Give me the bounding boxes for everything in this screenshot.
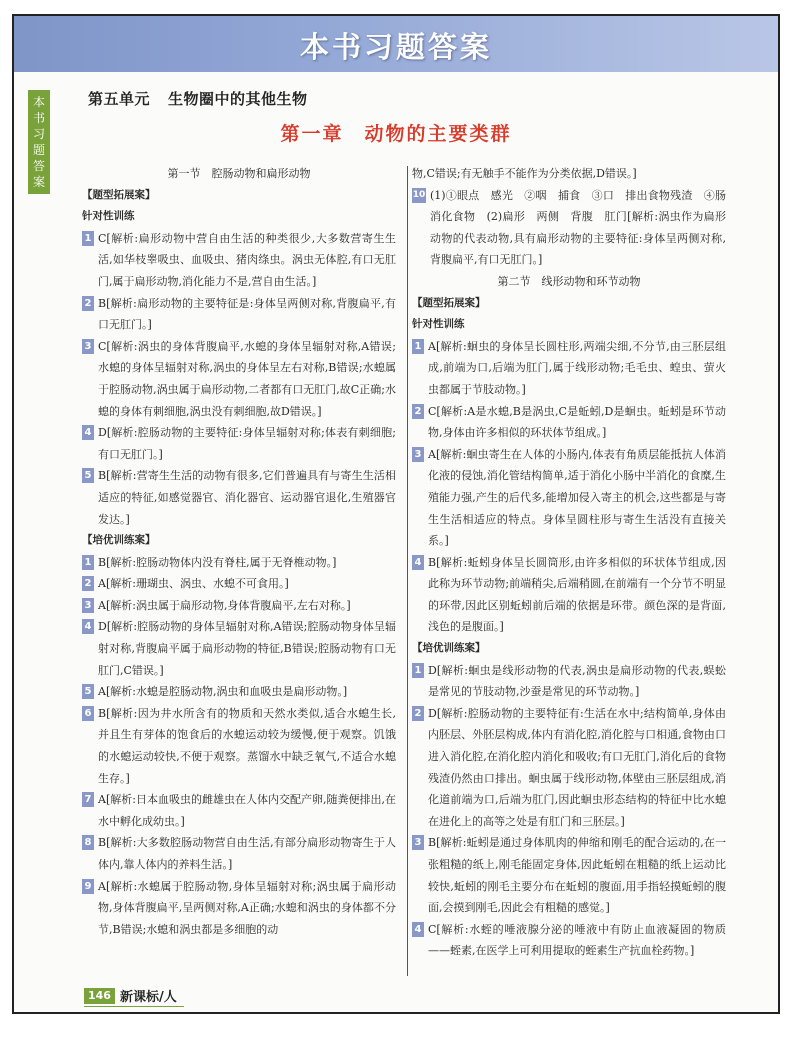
answer-number: 1 xyxy=(412,339,424,354)
answer-number: 1 xyxy=(412,663,424,678)
answer-item xyxy=(412,919,726,962)
answer-text: C[解析:涡虫的身体背腹扁平,水螅的身体呈辐射对称,A错误;水螅的身体呈辐射对称,涡虫的身体呈左右对称,B错误;水螅属于腔肠动物,涡虫属于扁形动物,二者都有口无肛门,故C正确;水螅的身体有刺细胞,涡虫没有刺细胞,故D错误。] xyxy=(98,339,396,418)
answer-item xyxy=(412,660,726,703)
answer-text: C[解析:水蛭的唾液腺分泌的唾液中有防止血液凝固的物质——蛭素,在医学上可利用提取的蛭素生产抗血栓药物。] xyxy=(428,922,726,958)
answer-item xyxy=(412,552,726,638)
series-name: 新课标/人 xyxy=(119,990,177,1005)
chapter-title: 第一章 动物的主要类群 xyxy=(280,123,512,145)
answer-item xyxy=(82,465,396,530)
footer-underline xyxy=(84,1006,184,1007)
answer-item xyxy=(412,336,726,401)
answer-page xyxy=(12,14,780,1014)
answer-number: 5 xyxy=(82,684,94,699)
continued-text: 物,C错误;有无触手不能作为分类依据,D错误。] xyxy=(412,167,637,180)
answer-item xyxy=(82,876,396,941)
expand-label: 【题型拓展案】 xyxy=(82,188,156,201)
answer-number: 10 xyxy=(412,188,426,203)
answer-text: C[解析:扁形动物中营自由生活的种类很少,大多数营寄生生活,如华枝睾吸虫、血吸虫、猪肉绦虫。涡虫无体腔,有口无肛门,属于扁形动物,消化能力不是,营自由生活。] xyxy=(98,231,396,288)
answer-item xyxy=(82,681,396,703)
answer-item xyxy=(82,595,396,617)
section-title: 第一节 腔肠动物和扁形动物 xyxy=(167,167,311,180)
answer-item xyxy=(82,789,396,832)
answer-text: A[解析:蛔虫寄生在人体的小肠内,体表有角质层能抵抗人体消化液的侵蚀,消化管结构简单,适于消化小肠中半消化的食糜,生殖能力强,产生的后代多,能增加侵入寄主的机会,这些都是与寄生生活相适应的特点。身体呈圆柱形与寄生生活没有直接关系。] xyxy=(428,447,726,548)
answer-number: 4 xyxy=(82,425,94,440)
unit-title xyxy=(88,88,308,109)
targeted-label: 针对性训练 xyxy=(412,318,465,331)
answer-text: A[解析:蛔虫的身体呈长圆柱形,两端尖细,不分节,由三胚层组成,前端为口,后端为肛门,属于线形动物;毛毛虫、蝗虫、萤火虫都属于节肢动物。] xyxy=(428,339,726,396)
answer-number: 7 xyxy=(82,792,94,807)
answer-number: 1 xyxy=(82,231,94,246)
answer-number: 2 xyxy=(412,706,424,721)
answer-text: A[解析:水螅是腔肠动物,涡虫和血吸虫是扁形动物。] xyxy=(98,685,348,699)
answer-number: 8 xyxy=(82,835,94,850)
answer-text: B[解析:腔肠动物体内没有脊柱,属于无脊椎动物。] xyxy=(98,555,337,569)
answer-number: 3 xyxy=(412,447,424,462)
answer-number: 3 xyxy=(412,835,424,850)
answer-number: 3 xyxy=(82,339,94,354)
answer-number: 1 xyxy=(82,555,94,570)
answer-item xyxy=(82,293,396,336)
answer-text: A[解析:水螅属于腔肠动物,身体呈辐射对称;涡虫属于扁形动物,身体背腹扁平,呈两侧对称,A正确;水螅和涡虫的身体都不分节,B错误;水螅和涡虫都是多细胞的动 xyxy=(98,879,396,936)
answer-text: B[解析:蚯蚓是通过身体肌肉的伸缩和刚毛的配合运动的,在一张粗糙的纸上,刚毛能固定身体,因此蚯蚓在粗糙的纸上运动比较快,蚯蚓的刚毛主要分布在蚯蚓的腹面,用手指轻摸蚯蚓的腹面,会摸到刚毛,因此会有粗糙的感觉。] xyxy=(428,836,726,915)
answer-text: C[解析:A是水螅,B是涡虫,C是蚯蚓,D是蛔虫。蚯蚓是环节动物,身体由许多相似的环状体节组成。] xyxy=(428,404,726,440)
answer-item xyxy=(412,185,737,271)
answer-number: 5 xyxy=(82,468,94,483)
answer-number: 2 xyxy=(82,576,94,591)
side-tab-char: 答 xyxy=(32,159,45,173)
side-tab-char: 习 xyxy=(32,127,45,141)
side-tab-char: 本 xyxy=(32,95,45,109)
side-tab-char: 案 xyxy=(32,175,45,189)
answer-number: 3 xyxy=(82,598,94,613)
answer-item xyxy=(82,228,396,293)
answer-text: B[解析:扁形动物的主要特征是:身体呈两侧对称,背腹扁平,有口无肛门。] xyxy=(98,296,396,332)
answer-text: (1)①眼点 感光 ②咽 捕食 ③口 排出食物残渣 ④肠 消化食物 (2)扁形 两侧 背腹 肛门[解析:涡虫作为扁形动物的代表动物,具有扁形动物的主要特征:身体呈两侧对称,背腹扁平,有口无肛门。] xyxy=(430,188,737,267)
section-title: 第二节 线形动物和环节动物 xyxy=(497,274,641,288)
answer-item xyxy=(412,401,726,444)
answer-number: 2 xyxy=(82,296,94,311)
side-tab-char: 书 xyxy=(32,111,45,125)
answer-text: B[解析:大多数腔肠动物营自由生活,有部分扁形动物寄生于人体内,靠人体内的养料生活。] xyxy=(98,836,396,871)
banner-title: 本书习题答案 xyxy=(299,30,492,64)
unit-label: 第五单元 xyxy=(88,90,151,108)
page-footer xyxy=(84,986,177,1005)
answer-text: B[解析:因为井水所含有的物质和天然水类似,适合水螅生长,并且生有芽体的饱食后的水螅运动较为缓慢,便于观察。饥饿的水螅运动较快,不便于观察。蒸馏水中缺乏氧气,不适合水螅生存。] xyxy=(98,706,396,785)
excellent-label: 【培优训练案】 xyxy=(412,642,486,655)
answer-item xyxy=(82,573,396,595)
left-column xyxy=(82,163,396,940)
answer-item xyxy=(82,336,396,422)
answer-item xyxy=(412,703,726,833)
unit-name: 生物圈中的其他生物 xyxy=(168,90,308,108)
side-tab-char: 题 xyxy=(32,143,45,157)
answer-item xyxy=(82,832,396,875)
answer-item xyxy=(412,832,726,918)
answer-text: D[解析:腔肠动物的主要特征有:生活在水中;结构简单,身体由内胚层、外胚层构成,体内有消化腔,消化腔与口相通,食物由口进入消化腔,在消化腔内消化和吸收;有口无肛门,消化后的食物残渣仍然由口排出。蛔虫属于线形动物,体壁由三胚层组成,消化道前端为口,后端为肛门,因此蛔虫形态结构的特征中比水螅在进化上的高等之处是有肛门和三胚层。] xyxy=(428,706,726,828)
answer-number: 4 xyxy=(412,922,424,937)
right-column xyxy=(412,163,737,962)
answer-number: 2 xyxy=(412,404,424,419)
answer-item xyxy=(82,552,396,574)
header-banner xyxy=(14,16,778,72)
answer-text: A[解析:日本血吸虫的雌雄虫在人体内交配产卵,随粪便排出,在水中孵化成幼虫。] xyxy=(98,793,396,828)
answer-text: D[解析:腔肠动物的主要特征:身体呈辐射对称;体表有刺细胞;有口无肛门。] xyxy=(98,426,396,461)
answer-text: D[解析:蛔虫是线形动物的代表,涡虫是扁形动物的代表,蜈蚣是常见的节肢动物,沙蚕是常见的环节动物。] xyxy=(428,663,726,699)
targeted-label: 针对性训练 xyxy=(82,210,135,223)
answer-item xyxy=(82,422,396,465)
column-divider xyxy=(407,166,408,976)
answer-number: 9 xyxy=(82,879,94,894)
answer-text: A[解析:涡虫属于扁形动物,身体背腹扁平,左右对称。] xyxy=(98,598,351,612)
answer-number: 6 xyxy=(82,706,94,721)
answer-text: B[解析:营寄生生活的动物有很多,它们普遍具有与寄生生活相适应的特征,如感觉器官、消化器官、运动器官退化,生殖器官发达。] xyxy=(98,469,396,526)
answer-text: B[解析:蚯蚓身体呈长圆筒形,由许多相似的环状体节组成,因此称为环节动物;前端稍尖,后端稍圆,在前端有一个分节不明显的环带,因此区别蚯蚓前后端的依据是环带。颜色深的是背面,浅色的是腹面。] xyxy=(428,555,726,634)
answer-text: A[解析:珊瑚虫、涡虫、水螅不可食用。] xyxy=(98,577,289,591)
excellent-label: 【培优训练案】 xyxy=(82,534,156,547)
answer-number: 4 xyxy=(82,619,94,634)
answer-text: D[解析:腔肠动物的身体呈辐射对称,A错误;腔肠动物身体呈辐射对称,背腹扁平属于扁形动物的特征,B错误;腔肠动物有口无肛门,C错误。] xyxy=(98,620,396,677)
answer-item xyxy=(412,444,726,552)
expand-label: 【题型拓展案】 xyxy=(412,296,486,309)
answer-item xyxy=(82,703,396,789)
answer-number: 4 xyxy=(412,555,424,570)
answer-item xyxy=(82,616,396,681)
page-number: 146 xyxy=(84,988,115,1004)
